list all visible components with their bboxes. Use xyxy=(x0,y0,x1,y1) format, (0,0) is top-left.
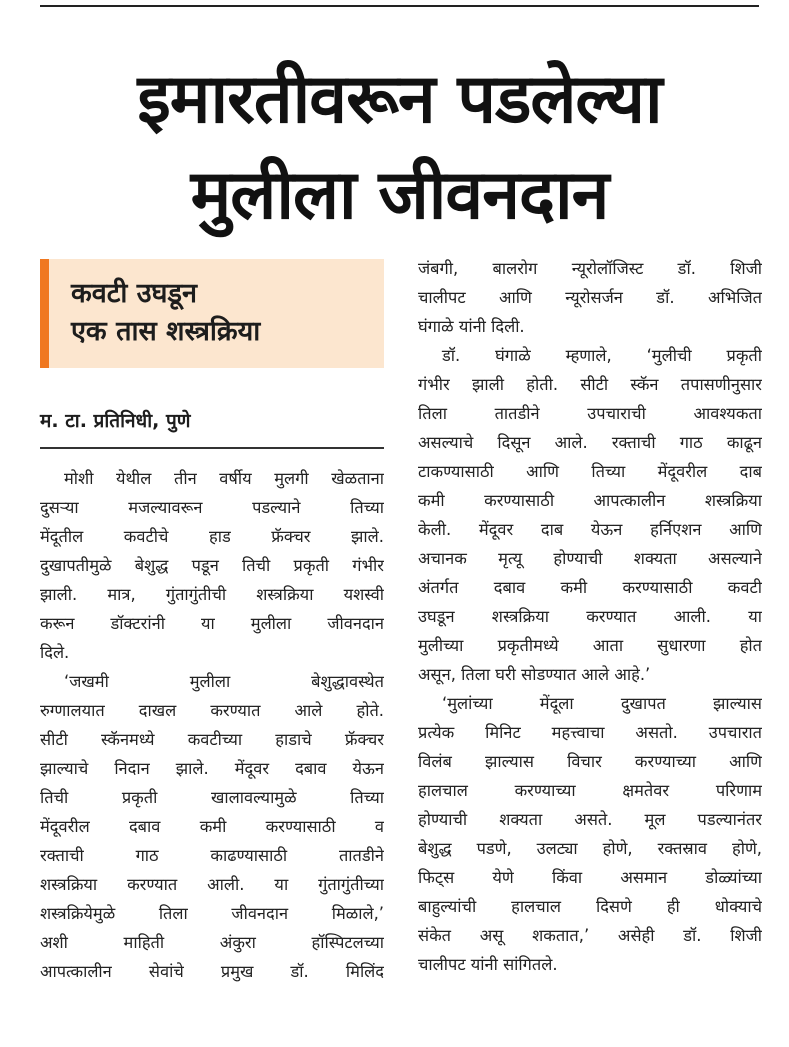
text-line: तिला तातडीने उपचाराची आवश्यकता xyxy=(418,404,762,423)
text-line: मोशी येथील तीन वर्षीय मुलगी खेळताना xyxy=(64,469,384,488)
text-line: कमी करण्यासाठी आपत्कालीन शस्त्रक्रिया xyxy=(418,491,762,510)
text-line: अचानक मृत्यू होण्याची शक्यता असल्याने xyxy=(418,549,762,568)
paragraph xyxy=(418,689,762,979)
text-line: उघडून शस्त्रक्रिया करण्यात आली. या xyxy=(418,607,762,626)
text-line: विलंब झाल्यास विचार करण्याच्या आणि xyxy=(418,752,762,771)
text-line: असल्याचे दिसून आले. रक्ताची गाठ काढून xyxy=(418,433,762,452)
text-line: चालीपट आणि न्यूरोसर्जन डॉ. अभिजित xyxy=(418,288,762,307)
text-line: मुलीच्या प्रकृतीमध्ये आता सुधारणा होत xyxy=(418,636,762,655)
article-column-left xyxy=(40,464,384,986)
text-line: करून डॉक्टरांनी या मुलीला जीवनदान xyxy=(40,614,384,633)
text-line: रुग्णालयात दाखल करण्यात आले होते. xyxy=(40,701,384,720)
text-line: दुखापतीमुळे बेशुद्ध पडून तिची प्रकृती गंभीर xyxy=(40,556,384,575)
text-line: संकेत असू शकतात,’ असेही डॉ. शिजी xyxy=(418,926,762,945)
text-line: हालचाल करण्याच्या क्षमतेवर परिणाम xyxy=(418,781,762,800)
subhead-line: एक तास शस्त्रक्रिया xyxy=(71,316,261,347)
text-line: आपत्कालीन सेवांचे प्रमुख डॉ. मिलिंद xyxy=(40,962,384,981)
text-line: झाली. मात्र, गुंतागुंतीची शस्त्रक्रिया यशस्वी xyxy=(40,585,384,604)
paragraph xyxy=(418,254,762,341)
text-line: अंतर्गत दबाव कमी करण्यासाठी कवटी xyxy=(418,578,762,597)
text-line: दुसऱ्या मजल्यावरून पडल्याने तिच्या xyxy=(40,498,384,517)
text-line: जंबगी, बालरोग न्यूरोलॉजिस्ट डॉ. शिजी xyxy=(418,259,762,278)
paragraph xyxy=(40,464,384,667)
text-line: सीटी स्कॅनमध्ये कवटीच्या हाडाचे फ्रॅक्चर xyxy=(40,730,384,749)
text-line: बेशुद्ध पडणे, उलट्या होणे, रक्तस्राव होणे, xyxy=(418,839,762,858)
article-column-right xyxy=(418,254,762,979)
byline: म. टा. प्रतिनिधी, पुणे xyxy=(40,410,191,432)
text-line: झाल्याचे निदान झाले. मेंदूवर दबाव येऊन xyxy=(40,759,384,778)
text-line: केली. मेंदूवर दाब येऊन हर्निएशन आणि xyxy=(418,520,762,539)
paragraph xyxy=(418,341,762,689)
headline xyxy=(40,52,759,244)
byline-divider xyxy=(40,447,384,449)
text-line: शस्त्रक्रियेमुळे तिला जीवनदान मिळाले,’ xyxy=(40,904,384,923)
text-line: गंभीर झाली होती. सीटी स्कॅन तपासणीनुसार xyxy=(418,375,762,394)
text-line: शस्त्रक्रिया करण्यात आली. या गुंतागुंतीच्या xyxy=(40,875,384,894)
subhead-line: कवटी उघडून xyxy=(71,278,197,309)
text-line: चालीपट यांनी सांगितले. xyxy=(418,955,558,974)
top-rule xyxy=(40,5,759,7)
text-line: ‘जखमी मुलीला बेशुद्धावस्थेत xyxy=(64,672,384,691)
text-line: घंगाळे यांनी दिली. xyxy=(418,317,525,336)
headline-line: इमारतीवरून पडलेल्या xyxy=(137,60,662,139)
headline-line: मुलीला जीवनदान xyxy=(190,156,609,235)
text-line: फिट्स येणे किंवा असमान डोळ्यांच्या xyxy=(418,868,762,887)
text-line: दिले. xyxy=(40,643,70,662)
text-line: मेंदूतील कवटीचे हाड फ्रॅक्चर झाले. xyxy=(40,527,384,546)
text-line: तिची प्रकृती खालावल्यामुळे तिच्या xyxy=(40,788,384,807)
paragraph xyxy=(40,667,384,986)
text-line: डॉ. घंगाळे म्हणाले, ‘मुलीची प्रकृती xyxy=(442,346,762,365)
text-line: होण्याची शक्यता असते. मूल पडल्यानंतर xyxy=(418,810,762,829)
text-line: मेंदूवरील दबाव कमी करण्यासाठी व xyxy=(40,817,384,836)
text-line: असून, तिला घरी सोडण्यात आले आहे.’ xyxy=(418,665,651,684)
text-line: ‘मुलांच्या मेंदूला दुखापत झाल्यास xyxy=(442,694,762,713)
text-line: टाकण्यासाठी आणि तिच्या मेंदूवरील दाब xyxy=(418,462,762,481)
subhead-box xyxy=(40,259,384,368)
text-line: अशी माहिती अंकुरा हॉस्पिटलच्या xyxy=(40,933,384,952)
text-line: रक्ताची गाठ काढण्यासाठी तातडीने xyxy=(40,846,384,865)
text-line: प्रत्येक मिनिट महत्त्वाचा असतो. उपचारात xyxy=(418,723,762,742)
text-line: बाहुल्यांची हालचाल दिसणे ही धोक्याचे xyxy=(418,897,762,916)
